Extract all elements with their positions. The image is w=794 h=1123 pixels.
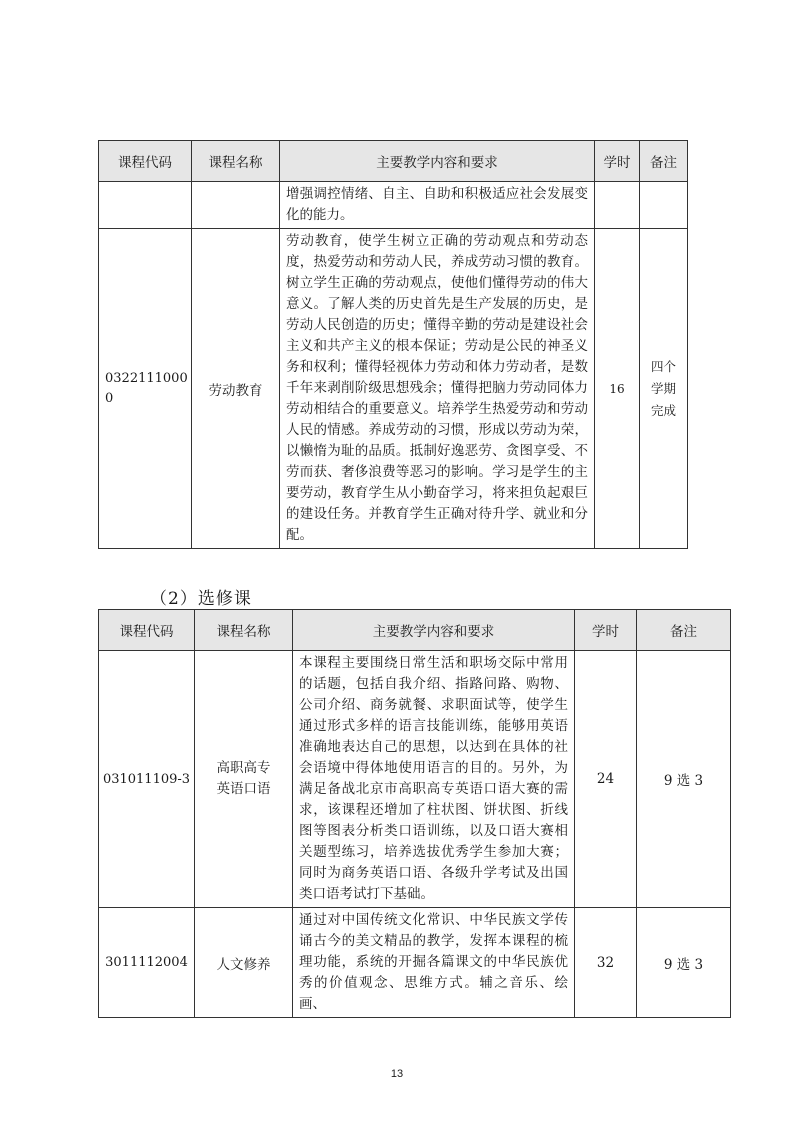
elective-courses-table — [98, 609, 731, 1018]
required-courses-table — [98, 140, 688, 549]
header-content: 主要教学内容和要求 — [293, 610, 575, 651]
course-content-cell: 增强调控情绪、自主、自助和积极适应社会发展变化的能力。 — [280, 182, 595, 229]
header-note: 备注 — [640, 141, 688, 182]
header-note: 备注 — [637, 610, 731, 651]
header-course-name: 课程名称 — [195, 610, 293, 651]
course-code-cell — [99, 182, 192, 229]
course-hours-cell: 16 — [595, 229, 640, 549]
header-hours: 学时 — [595, 141, 640, 182]
course-name-cell: 劳动教育 — [192, 229, 280, 549]
course-content-cell: 本课程主要围绕日常生活和职场交际中常用的话题，包括自我介绍、指路问路、购物、公司介绍、商务就餐、求职面试等，使学生通过形式多样的语言技能训练，能够用英语准确地表达自己的思想，以达到在具体的社会语境中得体地使用语言的目的。另外，为满足备战北京市高职高专英语口语大赛的需求，该课程还增加了柱状图、饼状图、折线图等图表分析类口语训练，以及口语大赛相关题型练习，培养选拔优秀学生参加大赛；同时为商务英语口语、各级升学考试及出国类口语考试打下基础。 — [293, 651, 575, 908]
page-number: 13 — [390, 1068, 404, 1080]
course-name-cell: 人文修养 — [195, 908, 293, 1018]
course-content-cell: 劳动教育，使学生树立正确的劳动观点和劳动态度，热爱劳动和劳动人民，养成劳动习惯的教育。树立学生正确的劳动观点，使他们懂得劳动的伟大意义。了解人类的历史首先是生产发展的历史，是劳动人民创造的历史；懂得辛勤的劳动是建设社会主义和共产主义的根本保证；劳动是公民的神圣义务和权利；懂得轻视体力劳动和体力劳动者，是数千年来剥削阶级思想残余；懂得把脑力劳动同体力劳动相结合的重要意义。培养学生热爱劳动和劳动人民的情感。养成劳动的习惯，形成以劳动为荣，以懒惰为耻的品质。抵制好逸恶劳、贪图享受、不劳而获、奢侈浪费等恶习的影响。学习是学生的主要劳动，教育学生从小勤奋学习，将来担负起艰巨的建设任务。并教育学生正确对待升学、就业和分配。 — [280, 229, 595, 549]
course-name-cell — [192, 182, 280, 229]
note-text: 四个学期完成 — [650, 358, 676, 418]
course-code-cell: 031011109-3 — [99, 651, 195, 908]
table-row — [99, 229, 688, 549]
table-header-row — [99, 141, 688, 182]
course-note-cell — [640, 182, 688, 229]
course-hours-cell — [595, 182, 640, 229]
course-note-cell — [640, 229, 688, 549]
course-content-cell: 通过对中国传统文化常识、中华民族文学传诵古今的美文精品的教学，发挥本课程的梳理功能，系统的开掘各篇课文的中华民族优秀的价值观念、思维方式。辅之音乐、绘画、 — [293, 908, 575, 1018]
course-code-cell: 3011112004 — [99, 908, 195, 1018]
course-name-text: 高职高专英语口语 — [216, 760, 271, 797]
course-note-cell: 9 选 3 — [637, 651, 731, 908]
course-hours-cell: 24 — [575, 651, 637, 908]
header-course-code: 课程代码 — [99, 141, 192, 182]
course-note-cell: 9 选 3 — [637, 908, 731, 1018]
header-course-name: 课程名称 — [192, 141, 280, 182]
header-course-code: 课程代码 — [99, 610, 195, 651]
header-content: 主要教学内容和要求 — [280, 141, 595, 182]
header-hours: 学时 — [575, 610, 637, 651]
section-title-electives: （2）选修课 — [150, 589, 252, 609]
table-row — [99, 651, 731, 908]
table-row — [99, 908, 731, 1018]
table-row — [99, 182, 688, 229]
course-name-cell — [195, 651, 293, 908]
table-header-row — [99, 610, 731, 651]
course-code-cell: 03221110000 — [99, 229, 192, 549]
course-hours-cell: 32 — [575, 908, 637, 1018]
